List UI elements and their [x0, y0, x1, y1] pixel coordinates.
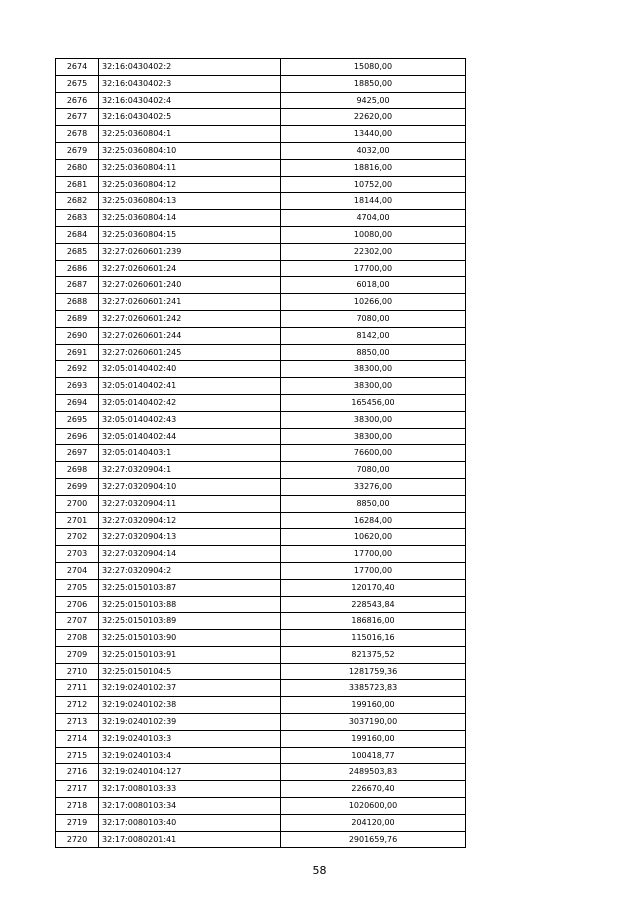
table-row	[56, 445, 466, 462]
value-cell: 100418,77	[281, 747, 466, 764]
value-cell: 199160,00	[281, 697, 466, 714]
value-cell: 8850,00	[281, 495, 466, 512]
table-row	[56, 764, 466, 781]
table-row	[56, 411, 466, 428]
cadastral-number-cell: 32:16:0430402:3	[99, 75, 281, 92]
table-row	[56, 529, 466, 546]
row-number-cell: 2693	[56, 378, 99, 395]
cadastral-number-cell: 32:16:0430402:2	[99, 59, 281, 76]
row-number-cell: 2675	[56, 75, 99, 92]
value-cell: 18850,00	[281, 75, 466, 92]
row-number-cell: 2697	[56, 445, 99, 462]
table-row	[56, 546, 466, 563]
value-cell: 2901659,76	[281, 831, 466, 848]
row-number-cell: 2705	[56, 579, 99, 596]
row-number-cell: 2703	[56, 546, 99, 563]
value-cell: 18816,00	[281, 159, 466, 176]
value-cell: 22302,00	[281, 243, 466, 260]
row-number-cell: 2709	[56, 646, 99, 663]
table-row	[56, 294, 466, 311]
table-row	[56, 243, 466, 260]
row-number-cell: 2680	[56, 159, 99, 176]
row-number-cell: 2711	[56, 680, 99, 697]
cadastral-number-cell: 32:27:0260601:245	[99, 344, 281, 361]
cadastral-number-cell: 32:27:0320904:2	[99, 562, 281, 579]
value-cell: 3037190,00	[281, 714, 466, 731]
value-cell: 38300,00	[281, 361, 466, 378]
value-cell: 38300,00	[281, 411, 466, 428]
value-cell: 8850,00	[281, 344, 466, 361]
value-cell: 4704,00	[281, 210, 466, 227]
value-cell: 7080,00	[281, 462, 466, 479]
cadastral-number-cell: 32:05:0140402:42	[99, 394, 281, 411]
row-number-cell: 2679	[56, 142, 99, 159]
value-cell: 821375,52	[281, 646, 466, 663]
value-cell: 76600,00	[281, 445, 466, 462]
row-number-cell: 2694	[56, 394, 99, 411]
cadastral-number-cell: 32:16:0430402:5	[99, 109, 281, 126]
table-row	[56, 512, 466, 529]
table-row	[56, 730, 466, 747]
table-row	[56, 327, 466, 344]
cadastral-number-cell: 32:19:0240104:127	[99, 764, 281, 781]
cadastral-number-cell: 32:27:0260601:239	[99, 243, 281, 260]
row-number-cell: 2706	[56, 596, 99, 613]
table-row	[56, 126, 466, 143]
table-row	[56, 193, 466, 210]
row-number-cell: 2714	[56, 730, 99, 747]
row-number-cell: 2699	[56, 478, 99, 495]
row-number-cell: 2685	[56, 243, 99, 260]
value-cell: 17700,00	[281, 260, 466, 277]
table-row	[56, 142, 466, 159]
cadastral-number-cell: 32:05:0140402:40	[99, 361, 281, 378]
value-cell: 9425,00	[281, 92, 466, 109]
cadastral-number-cell: 32:17:0080103:33	[99, 781, 281, 798]
row-number-cell: 2684	[56, 226, 99, 243]
table-row	[56, 478, 466, 495]
table-row	[56, 697, 466, 714]
table-row	[56, 75, 466, 92]
table-row	[56, 680, 466, 697]
row-number-cell: 2719	[56, 814, 99, 831]
row-number-cell: 2681	[56, 176, 99, 193]
page-number: 58	[312, 864, 327, 877]
data-table	[55, 58, 466, 848]
cadastral-number-cell: 32:17:0080103:40	[99, 814, 281, 831]
table-row	[56, 630, 466, 647]
value-cell: 10620,00	[281, 529, 466, 546]
row-number-cell: 2674	[56, 59, 99, 76]
table-row	[56, 831, 466, 848]
table-row	[56, 176, 466, 193]
row-number-cell: 2678	[56, 126, 99, 143]
value-cell: 204120,00	[281, 814, 466, 831]
value-cell: 18144,00	[281, 193, 466, 210]
value-cell: 22620,00	[281, 109, 466, 126]
cadastral-number-cell: 32:27:0320904:12	[99, 512, 281, 529]
row-number-cell: 2695	[56, 411, 99, 428]
cadastral-number-cell: 32:25:0150103:89	[99, 613, 281, 630]
value-cell: 10080,00	[281, 226, 466, 243]
value-cell: 17700,00	[281, 546, 466, 563]
table-row	[56, 260, 466, 277]
cadastral-number-cell: 32:25:0150103:90	[99, 630, 281, 647]
value-cell: 115016,16	[281, 630, 466, 647]
value-cell: 17700,00	[281, 562, 466, 579]
cadastral-number-cell: 32:05:0140402:44	[99, 428, 281, 445]
value-cell: 16284,00	[281, 512, 466, 529]
cadastral-number-cell: 32:19:0240103:3	[99, 730, 281, 747]
cadastral-number-cell: 32:25:0360804:14	[99, 210, 281, 227]
value-cell: 33276,00	[281, 478, 466, 495]
cadastral-number-cell: 32:27:0320904:14	[99, 546, 281, 563]
cadastral-number-cell: 32:27:0320904:10	[99, 478, 281, 495]
row-number-cell: 2676	[56, 92, 99, 109]
table-row	[56, 226, 466, 243]
cadastral-number-cell: 32:19:0240102:38	[99, 697, 281, 714]
value-cell: 10752,00	[281, 176, 466, 193]
row-number-cell: 2704	[56, 562, 99, 579]
table-row	[56, 428, 466, 445]
row-number-cell: 2707	[56, 613, 99, 630]
table-row	[56, 781, 466, 798]
cadastral-number-cell: 32:27:0320904:11	[99, 495, 281, 512]
row-number-cell: 2700	[56, 495, 99, 512]
cadastral-number-cell: 32:25:0360804:12	[99, 176, 281, 193]
row-number-cell: 2689	[56, 310, 99, 327]
cadastral-number-cell: 32:27:0260601:244	[99, 327, 281, 344]
cadastral-number-cell: 32:19:0240102:37	[99, 680, 281, 697]
table-row	[56, 344, 466, 361]
cadastral-number-cell: 32:25:0360804:10	[99, 142, 281, 159]
table-row	[56, 277, 466, 294]
row-number-cell: 2716	[56, 764, 99, 781]
cadastral-number-cell: 32:25:0360804:15	[99, 226, 281, 243]
cadastral-number-cell: 32:25:0150104:5	[99, 663, 281, 680]
table-row	[56, 663, 466, 680]
table-row	[56, 394, 466, 411]
table-row	[56, 462, 466, 479]
row-number-cell: 2682	[56, 193, 99, 210]
cadastral-number-cell: 32:17:0080103:34	[99, 798, 281, 815]
row-number-cell: 2690	[56, 327, 99, 344]
table-row	[56, 92, 466, 109]
table-row	[56, 714, 466, 731]
table-row	[56, 798, 466, 815]
table-row	[56, 378, 466, 395]
cadastral-number-cell: 32:19:0240102:39	[99, 714, 281, 731]
value-cell: 3385723,83	[281, 680, 466, 697]
row-number-cell: 2686	[56, 260, 99, 277]
table-row	[56, 159, 466, 176]
row-number-cell: 2708	[56, 630, 99, 647]
table-row	[56, 747, 466, 764]
value-cell: 7080,00	[281, 310, 466, 327]
cadastral-number-cell: 32:05:0140402:43	[99, 411, 281, 428]
value-cell: 1020600,00	[281, 798, 466, 815]
row-number-cell: 2696	[56, 428, 99, 445]
row-number-cell: 2712	[56, 697, 99, 714]
cadastral-number-cell: 32:25:0360804:1	[99, 126, 281, 143]
cadastral-number-cell: 32:25:0360804:11	[99, 159, 281, 176]
value-cell: 38300,00	[281, 378, 466, 395]
row-number-cell: 2715	[56, 747, 99, 764]
table-row	[56, 814, 466, 831]
cadastral-number-cell: 32:27:0260601:240	[99, 277, 281, 294]
row-number-cell: 2718	[56, 798, 99, 815]
table-row	[56, 596, 466, 613]
value-cell: 8142,00	[281, 327, 466, 344]
table-row	[56, 495, 466, 512]
table-row	[56, 562, 466, 579]
cadastral-number-cell: 32:05:0140403:1	[99, 445, 281, 462]
row-number-cell: 2720	[56, 831, 99, 848]
cadastral-number-cell: 32:05:0140402:41	[99, 378, 281, 395]
cadastral-number-cell: 32:27:0260601:24	[99, 260, 281, 277]
cadastral-number-cell: 32:16:0430402:4	[99, 92, 281, 109]
table-row	[56, 210, 466, 227]
table-row	[56, 59, 466, 76]
cadastral-number-cell: 32:25:0150103:88	[99, 596, 281, 613]
table-row	[56, 361, 466, 378]
row-number-cell: 2688	[56, 294, 99, 311]
row-number-cell: 2702	[56, 529, 99, 546]
value-cell: 10266,00	[281, 294, 466, 311]
cadastral-number-cell: 32:25:0150103:87	[99, 579, 281, 596]
cadastral-number-cell: 32:27:0320904:13	[99, 529, 281, 546]
cadastral-number-cell: 32:25:0360804:13	[99, 193, 281, 210]
row-number-cell: 2710	[56, 663, 99, 680]
row-number-cell: 2677	[56, 109, 99, 126]
row-number-cell: 2692	[56, 361, 99, 378]
cadastral-number-cell: 32:27:0320904:1	[99, 462, 281, 479]
row-number-cell: 2683	[56, 210, 99, 227]
value-cell: 2489503,83	[281, 764, 466, 781]
value-cell: 6018,00	[281, 277, 466, 294]
row-number-cell: 2713	[56, 714, 99, 731]
value-cell: 186816,00	[281, 613, 466, 630]
value-cell: 15080,00	[281, 59, 466, 76]
value-cell: 13440,00	[281, 126, 466, 143]
row-number-cell: 2698	[56, 462, 99, 479]
row-number-cell: 2717	[56, 781, 99, 798]
table-row	[56, 109, 466, 126]
table-row	[56, 613, 466, 630]
value-cell: 4032,00	[281, 142, 466, 159]
cadastral-number-cell: 32:27:0260601:241	[99, 294, 281, 311]
value-cell: 228543,84	[281, 596, 466, 613]
cadastral-number-cell: 32:19:0240103:4	[99, 747, 281, 764]
value-cell: 165456,00	[281, 394, 466, 411]
table-row	[56, 310, 466, 327]
table-row	[56, 579, 466, 596]
value-cell: 1281759,36	[281, 663, 466, 680]
value-cell: 120170,40	[281, 579, 466, 596]
cadastral-number-cell: 32:25:0150103:91	[99, 646, 281, 663]
cadastral-number-cell: 32:17:0080201:41	[99, 831, 281, 848]
value-cell: 199160,00	[281, 730, 466, 747]
value-cell: 226670,40	[281, 781, 466, 798]
row-number-cell: 2691	[56, 344, 99, 361]
value-cell: 38300,00	[281, 428, 466, 445]
cadastral-number-cell: 32:27:0260601:242	[99, 310, 281, 327]
row-number-cell: 2701	[56, 512, 99, 529]
table-row	[56, 646, 466, 663]
data-table-body	[56, 59, 466, 848]
row-number-cell: 2687	[56, 277, 99, 294]
